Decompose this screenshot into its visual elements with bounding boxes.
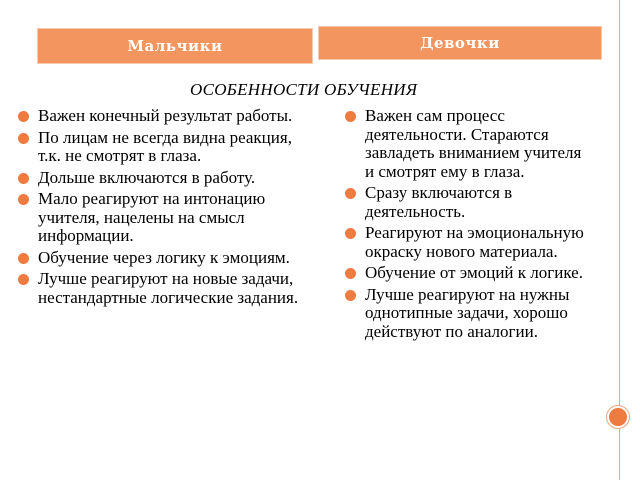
bullet-icon [18, 274, 29, 285]
bullet-icon [18, 133, 29, 144]
bullet-icon [18, 173, 29, 184]
list-item [18, 249, 308, 268]
bullet-icon [345, 111, 356, 122]
header-boys: Мальчики [37, 28, 313, 64]
list-item-text: Сразу включаются в деятельность. [365, 183, 513, 221]
list-item [345, 224, 590, 261]
bullet-icon [345, 268, 356, 279]
list-item-text: Обучение через логику к эмоциям. [38, 247, 290, 267]
list-item-text: Важен конечный результат работы. [38, 106, 293, 125]
bullet-icon [18, 194, 29, 205]
list-item [18, 190, 308, 246]
list-item-text: Лучше реагируют на нужны однотипные задачи, хорошо действуют по аналогии. [365, 284, 570, 341]
girls-list [345, 107, 590, 344]
list-item-text: Обучение от эмоций к логике. [365, 263, 583, 282]
list-item-text: Дольше включаются в работу. [38, 167, 256, 187]
list-item-text: Важен сам процесс деятельности. Стараются завладеть вниманием учителя и смотрят ему в глаза. [365, 106, 582, 181]
list-item [18, 169, 308, 188]
list-item-text: По лицам не всегда видна реакция, т.к. не смотрят в глаза. [38, 127, 292, 165]
list-item-text: Лучше реагируют на новые задачи, нестандартные логические задания. [38, 269, 299, 307]
boys-list [18, 107, 308, 310]
list-item [18, 270, 308, 307]
bullet-icon [345, 228, 356, 239]
list-item [345, 286, 590, 342]
list-item-text: Реагируют на эмоциональную окраску нового материала. [365, 223, 584, 261]
list-item [345, 107, 590, 181]
bullet-icon [18, 111, 29, 122]
list-item-text: Мало реагируют на интонацию учителя, нацелены на смысл информации. [38, 189, 266, 245]
decorative-circle-icon [607, 406, 629, 428]
list-item [345, 184, 590, 221]
header-girls: Девочки [318, 26, 602, 60]
bullet-icon [345, 290, 356, 301]
bullet-icon [18, 253, 29, 264]
list-item [18, 129, 308, 166]
list-item [345, 264, 590, 283]
bullet-icon [345, 188, 356, 199]
list-item [18, 107, 308, 126]
section-title: ОСОБЕННОСТИ ОБУЧЕНИЯ [190, 80, 418, 99]
